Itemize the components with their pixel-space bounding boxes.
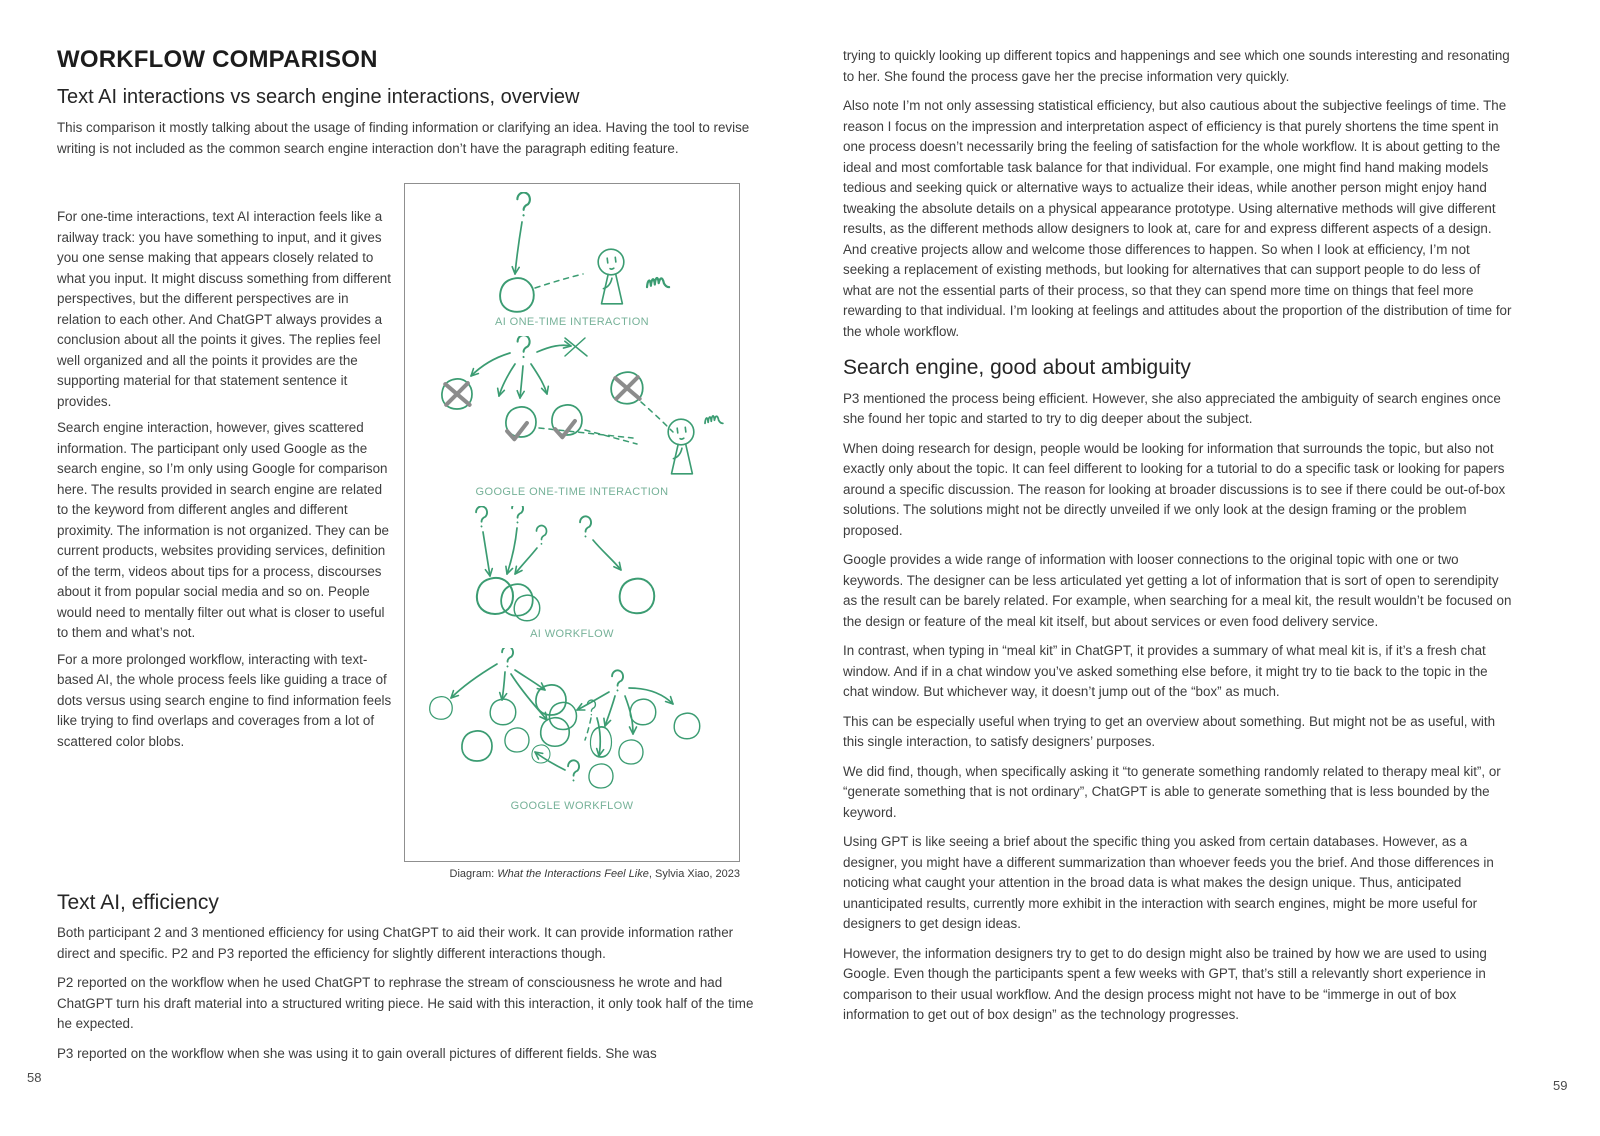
- google-one-time-sketch: [405, 336, 740, 484]
- paragraph: Also note I’m not only assessing statistical efficiency, but also cautious about the subjective feelings of time. The reason I focus on the impression and interpretation aspect of efficiency is that purely shortens the time spent in one process doesn’t necessarily bring the feeling of satisfaction for the whole workflow. It is about getting to the ideal and most comfortable task balance for that individual. For example, one might find hand making models tedious and seeking quick or alternative ways to actualize their ideas, while another person might enjoy hand tweaking the absolute details on a physical appearance prototype. Using alternative methods will give different results, as the different methods allow designers to look at, care for and express different aspects of a design. And creative projects allow and welcome those differences to happen. So when I look at efficiency, I’m not seeking a replacement of existing methods, but looking for alternatives that can support people to do less of what are not the essential parts of their process, so that they can spend more time on things that feel more rewarding to that individual. I’m looking at feelings and attitudes about the proportion of the distribution of time for the whole workflow.: [843, 98, 1512, 339]
- paragraph: We did find, though, when specifically asking it “to generate something randomly related to therapy meal kit”, or “generate something that is not ordinary”, ChatGPT is able to generate something that is less bounded by the keyword.: [843, 763, 1501, 820]
- diagram-caption: [404, 868, 740, 880]
- paragraph: Google provides a wide range of information with looser connections to the original topic with one or two keywords. The designer can be less articulated yet getting a lot of information that is sort of open to serendipity as the result can be barely related. For example, when searching for a meal kit, the result wouldn’t be focused on the design or feature of the meal kit itself, but about services or even food delivery service.: [843, 552, 1512, 629]
- ai-workflow-sketch: [405, 506, 740, 626]
- paragraph: trying to quickly looking up different topics and happenings and see which one sounds interesting and resonating to her. She found the process gave her the precise information very quickly.: [843, 48, 1510, 84]
- diagram-label-ai-workflow: AI WORKFLOW: [530, 628, 614, 640]
- paragraph: Search engine interaction, however, gives scattered information. The participant only used Google as the search engine, so I’m only using Google for comparison here. The results provided in search engine are related to the keyword from different angles and different proximity. The information is not organized. They can be current products, websites providing services, definition of the term, videos about tips for a process, discourses about it from popular social media and so on. People would need to mentally filter out what is closer to useful to them and what’s not.: [57, 420, 389, 640]
- paragraph: For a more prolonged workflow, interacting with text-based AI, the whole process feels like guiding a trace of dots versus using search engine to find information feels like trying to find overlaps and coverages from a lot of scattered color blobs.: [57, 651, 392, 749]
- efficiency-heading: Text AI, efficiency: [57, 891, 219, 914]
- caption-prefix: Diagram:: [449, 868, 498, 880]
- page-number-right: 59: [1553, 1078, 1568, 1093]
- overview-intro: This comparison it mostly talking about the usage of finding information or clarifying an idea. Having the tool to revise writing is not included as the common search engine interaction don’t have the paragraph editing feature.: [57, 120, 750, 156]
- paragraph: P3 mentioned the process being efficient. However, she also appreciated the ambiguity of search engines once she found her topic and started to try to dig deeper about the subject.: [843, 390, 1501, 426]
- diagram-label-google-one-time: GOOGLE ONE-TIME INTERACTION: [475, 486, 669, 498]
- paragraph: P2 reported on the workflow when he used ChatGPT to rephrase the stream of consciousness he wrote and had ChatGPT turn his draft material into a structured writing piece. He said with this interaction, it only took half of the time he expected.: [57, 975, 754, 1031]
- caption-title: What the Interactions Feel Like: [497, 868, 649, 880]
- paragraph: However, the information designers try to get to do design might also be trained by how we are used to using Google. Even though the participants spent a few weeks with GPT, that’s still a relevantly short experience in comparison to their usual workflow. And the design process might not have to be “immerge in out of box information to get out of box design” as the technology progresses.: [843, 945, 1487, 1022]
- diagram-label-ai-one-time: AI ONE-TIME INTERACTION: [494, 316, 650, 328]
- paragraph: P3 reported on the workflow when she was using it to gain overall pictures of different fields. She was: [57, 1045, 657, 1061]
- efficiency-section: [57, 923, 754, 1073]
- paragraph: This can be especially useful when trying to get an overview about something. But might not be as useful, with this single interaction, to satisfy designers’ purposes.: [843, 713, 1496, 749]
- ai-one-time-sketch: [405, 192, 740, 314]
- paragraph: When doing research for design, people would be looking for information that surrounds the topic, but also not exactly only about the topic. It can feel different to looking for a tutorial to do a specific task or looking for papers around a specific discussion. The reason for looking at broader discussions is to see if there could be out-of-box solutions. The solutions might not be directly unveiled if we only look at the design framing or the problem proposed.: [843, 440, 1506, 538]
- overview-heading: Text AI interactions vs search engine interactions, overview: [57, 86, 580, 108]
- google-workflow-sketch: [405, 648, 740, 798]
- caption-suffix: , Sylvia Xiao, 2023: [648, 868, 740, 880]
- ambiguity-heading: Search engine, good about ambiguity: [843, 356, 1191, 379]
- left-text-column: [57, 207, 393, 758]
- paragraph: In contrast, when typing in “meal kit” in ChatGPT, it provides a summary of what meal kit is, if it’s a fresh chat window. And if in a chat window you’ve asked something else before, it might try to tie back to the topic in the chat window. But whichever way, it doesn’t jump out of the “box” as much.: [843, 643, 1488, 699]
- diagram-label-google-workflow: GOOGLE WORKFLOW: [510, 800, 634, 812]
- paragraph: For one-time interactions, text AI interaction feels like a railway track: you have something to input, and it gives you one sense making that appears closely related to what you input. It might discuss something from different perspectives, but the different perspectives are in relation to each other. And ChatGPT always provides a conclusion about all the points it gives. The replies feel well organized and all the points it provides are the supporting material for that statement sentence it provides.: [57, 209, 391, 409]
- paragraph: Both participant 2 and 3 mentioned efficiency for using ChatGPT to aid their work. It can provide information rather direct and specific. P2 and P3 reported the efficiency for slightly different interactions though.: [57, 925, 734, 961]
- paragraph: Using GPT is like seeing a brief about the specific thing you asked from certain databases. However, as a designer, you might have a different summarization than whoever feeds you the brief. And those differences in noticing what caught your attention in the broad data is what makes the design unique. Thus, anticipated unanticipated results, currently more exhibit in the interaction with search engines, might be more useful for designers to get design ideas.: [843, 834, 1494, 931]
- diagram-figure: [404, 183, 740, 862]
- page-number-left: 58: [27, 1070, 42, 1085]
- right-text-column: [843, 46, 1512, 1035]
- page-title: WORKFLOW COMPARISON: [57, 46, 378, 73]
